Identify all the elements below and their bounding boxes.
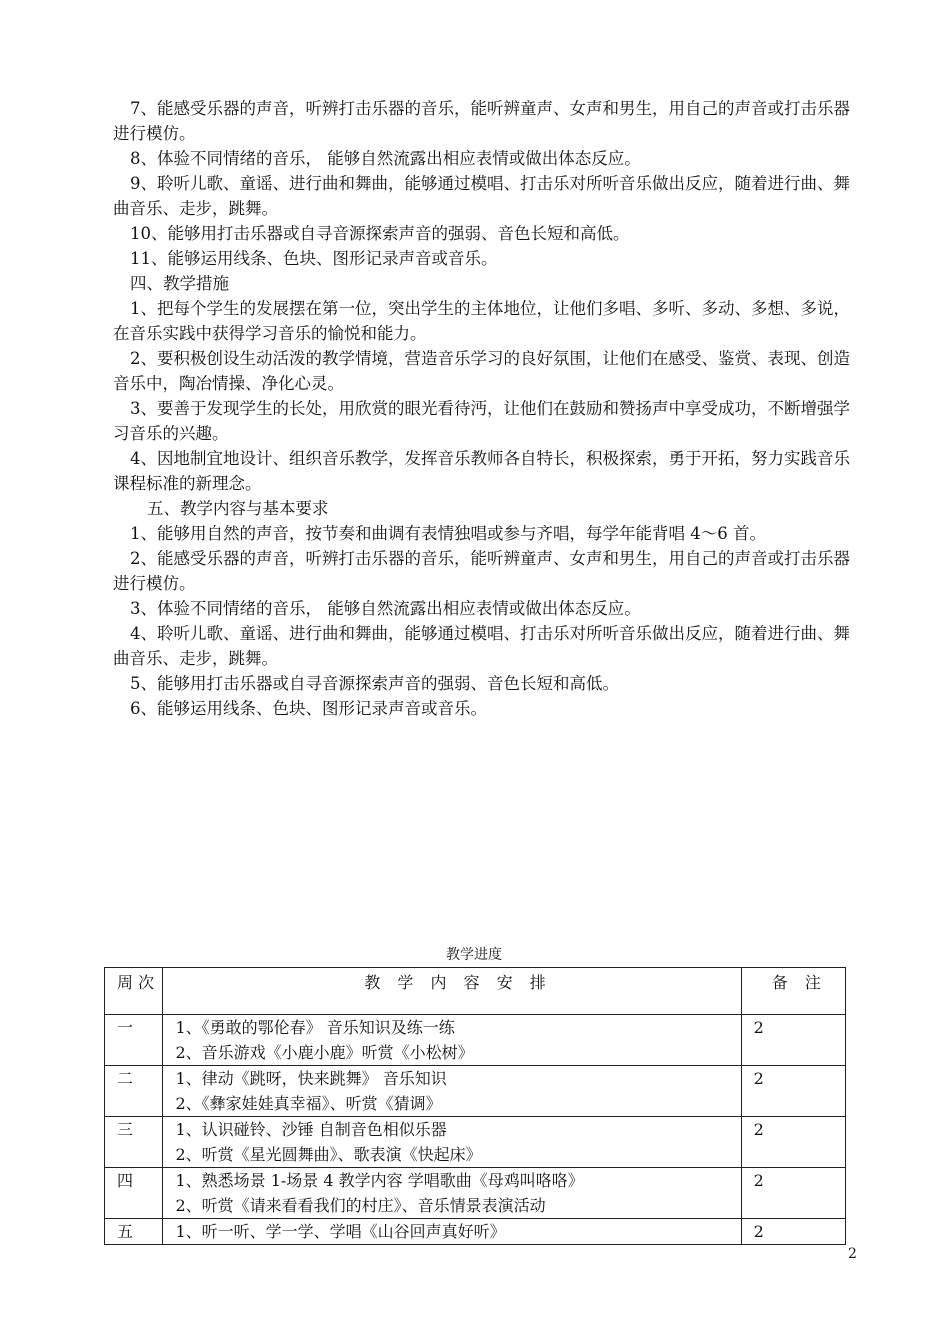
content-cell [163,1168,741,1219]
table-row [105,1168,846,1219]
table-header-row [105,968,846,1015]
paragraph: 9、聆听儿歌、童谣、进行曲和舞曲，能够通过模唱、打击乐对所听音乐做出反应，随着进行曲、舞曲音乐、走步，跳舞。 [113,174,850,218]
note-cell: 2 [741,1015,845,1066]
paragraph: 2、要积极创设生动活泼的教学情境，营造音乐学习的良好氛围，让他们在感受、鉴赏、表现、创造音乐中，陶冶情操、净化心灵。 [113,349,850,393]
content-line: 2、听赏《请来看看我们的村庄》、音乐情景表演活动 [175,1196,546,1215]
table-row [105,1066,846,1117]
content-cell [163,1066,741,1117]
paragraph: 1、能够用自然的声音，按节奏和曲调有表情独唱或参与齐唱，每学年能背唱 4～6 首。 [130,524,766,543]
table-row [105,1219,846,1245]
content-line: 1、《勇敢的鄂伦春》 音乐知识及练一练 [175,1018,455,1037]
header-content: 教 学 内 容 安 排 [163,968,741,1015]
paragraph: 8、体验不同情绪的音乐， 能够自然流露出相应表情或做出体态反应。 [130,149,641,168]
paragraph: 7、能感受乐器的声音，听辨打击乐器的音乐，能听辨童声、女声和男生，用自己的声音或打击乐器进行模仿。 [113,99,850,143]
paragraph: 11、能够运用线条、色块、图形记录声音或音乐。 [130,249,498,268]
paragraph: 4、因地制宜地设计、组织音乐教学，发挥音乐教师各自特长，积极探索，勇于开拓，努力实践音乐课程标准的新理念。 [113,449,850,493]
week-cell: 四 [105,1168,163,1219]
section-heading-measures: 四、教学措施 [130,274,229,293]
week-cell: 三 [105,1117,163,1168]
content-line: 1、熟悉场景 1-场景 4 教学内容 学唱歌曲《母鸡叫咯咯》 [175,1171,584,1190]
content-line: 1、律动《跳呀，快来跳舞》 音乐知识 [175,1069,447,1088]
note-cell: 2 [741,1168,845,1219]
week-cell: 二 [105,1066,163,1117]
paragraph: 3、要善于发现学生的长处，用欣赏的眼光看待沔，让他们在鼓励和赞扬声中享受成功，不断增强学习音乐的兴趣。 [113,399,850,443]
content-cell [163,1117,741,1168]
note-cell: 2 [741,1219,845,1245]
paragraph: 1、把每个学生的发展摆在第一位，突出学生的主体地位，让他们多唱、多听、多动、多想、多说，在音乐实践中获得学习音乐的愉悦和能力。 [113,299,850,343]
content-cell [163,1015,741,1066]
schedule-table [104,967,846,1245]
content-line: 2、《彝家娃娃真幸福》、听赏《猜调》 [175,1094,442,1113]
page-number: 2 [848,1246,857,1262]
week-cell: 五 [105,1219,163,1245]
content-line: 2、音乐游戏《小鹿小鹿》听赏《小松树》 [175,1043,474,1062]
note-cell: 2 [741,1066,845,1117]
table-row [105,1117,846,1168]
schedule-title: 教学进度 [446,947,502,963]
table-row [105,1015,846,1066]
paragraph: 10、能够用打击乐器或自寻音源探索声音的强弱、音色长短和高低。 [130,224,630,243]
paragraph: 2、能感受乐器的声音，听辨打击乐器的音乐，能听辨童声、女声和男生，用自己的声音或打击乐器进行模仿。 [113,549,850,593]
header-note: 备 注 [741,968,845,1015]
content-line: 1、听一听、学一学、学唱《山谷回声真好听》 [175,1222,506,1241]
paragraph: 4、聆听儿歌、童谣、进行曲和舞曲，能够通过模唱、打击乐对所听音乐做出反应，随着进行曲、舞曲音乐、走步，跳舞。 [113,624,850,668]
section-heading-content: 五、教学内容与基本要求 [147,499,329,518]
content-cell [163,1219,741,1245]
header-week: 周 次 [105,968,163,1015]
note-cell: 2 [741,1117,845,1168]
paragraph: 5、能够用打击乐器或自寻音源探索声音的强弱、音色长短和高低。 [130,674,619,693]
body-text [113,96,865,721]
content-line: 2、听赏《星光圆舞曲》、歌表演《快起床》 [175,1145,482,1164]
week-cell: 一 [105,1015,163,1066]
paragraph: 6、能够运用线条、色块、图形记录声音或音乐。 [130,699,487,718]
content-line: 1、认识碰铃、沙锤 自制音色相似乐器 [175,1120,447,1139]
paragraph: 3、体验不同情绪的音乐， 能够自然流露出相应表情或做出体态反应。 [130,599,641,618]
